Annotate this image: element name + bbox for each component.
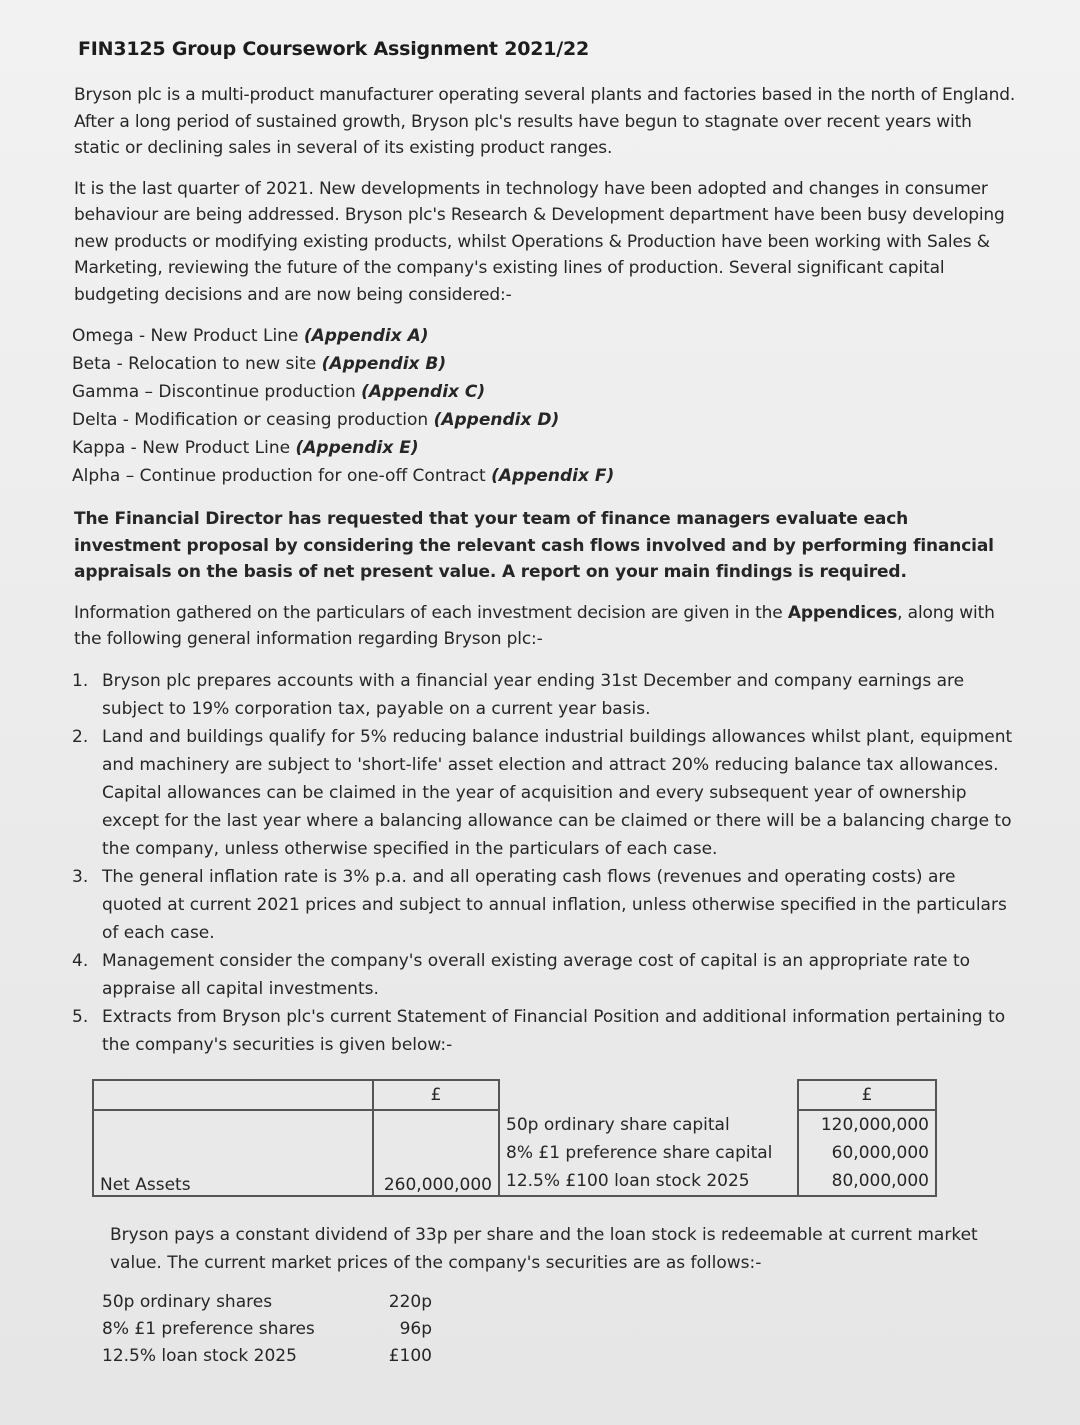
- intro-paragraph-2: It is the last quarter of 2021. New developments in technology have been adopted and changes in consumer behaviour are being addressed. Bryson plc's Research & Development department have been busy developing new products or modifying existing products, whilst Operations & Production have been working with Sales & Marketing, reviewing the future of the company's existing lines of production. Several significant capital budgeting decisions and are now being considered:-: [74, 178, 1005, 305]
- project-item-gamma: Gamma – Discontinue production (Appendix C): [72, 382, 486, 402]
- general-info-item: 5. Extracts from Bryson plc's current Statement of Financial Position and additional information pertaining to the company's securities is given below:-: [72, 1006, 1006, 1055]
- table-cell: 8% £1 preference share capital: [506, 1142, 773, 1163]
- market-prices-list: [102, 1289, 1020, 1370]
- document-title: FIN3125 Group Coursework Assignment 2021/22: [78, 38, 590, 60]
- request-paragraph: The Financial Director has requested that your team of finance managers evaluate each investment proposal by considering the relevant cash flows involved and by performing financial appraisals on the basis of net present value. A report on your main findings is required.: [74, 509, 994, 582]
- net-assets-value: 260,000,000: [383, 1174, 492, 1195]
- price-label: 50p ordinary shares: [102, 1291, 273, 1312]
- table-cell: 50p ordinary share capital: [506, 1114, 730, 1135]
- price-value: 220p: [388, 1291, 432, 1312]
- project-item-alpha: Alpha – Continue production for one-off Contract (Appendix F): [72, 466, 615, 486]
- table-cell: 12.5% £100 loan stock 2025: [506, 1170, 750, 1191]
- general-info-list: [72, 667, 1020, 1059]
- general-info-item: 4. Management consider the company's overall existing average cost of capital is an appropriate rate to appraise all capital investments.: [72, 950, 971, 999]
- table-cell: 120,000,000: [820, 1114, 929, 1135]
- project-item-kappa: Kappa - New Product Line (Appendix E): [72, 438, 419, 458]
- price-row: [102, 1289, 1020, 1316]
- price-label: 12.5% loan stock 2025: [102, 1345, 297, 1366]
- table-cell: 80,000,000: [831, 1170, 929, 1191]
- price-label: 8% £1 preference shares: [102, 1318, 315, 1339]
- currency-header-2: £: [798, 1080, 936, 1110]
- general-info-item: 1. Bryson plc prepares accounts with a financial year ending 31st December and company earnings are subject to 19% corporation tax, payable on a current year basis.: [72, 670, 965, 719]
- project-item-beta: Beta - Relocation to new site (Appendix B): [72, 354, 447, 374]
- price-value: 96p: [399, 1318, 432, 1339]
- general-info-item: 2. Land and buildings qualify for 5% reducing balance industrial buildings allowances whilst plant, equipment and machinery are subject to 'short-life' asset election and attract 20% reducing balance tax allowances. Capital allowances can be claimed in the year of acquisition and every subsequent year of ownership except for the last year where a balancing allowance can be claimed or there will be a balancing charge to the company, unless otherwise specified in the particulars of each case.: [72, 726, 1013, 859]
- price-row: [102, 1343, 1020, 1370]
- project-item-omega: Omega - New Product Line (Appendix A): [72, 326, 429, 346]
- table-row: [93, 1080, 936, 1110]
- price-value: £100: [388, 1345, 432, 1366]
- price-row: [102, 1316, 1020, 1343]
- project-list: [72, 322, 1020, 490]
- table-row: [93, 1110, 936, 1196]
- intro-paragraph-1: Bryson plc is a multi-product manufacturer operating several plants and factories based in the north of England. After a long period of sustained growth, Bryson plc's results have begun to stagnate over recent years with static or declining sales in several of its existing product ranges.: [74, 85, 1016, 158]
- info-paragraph: Information gathered on the particulars of each investment decision are given in the Appendices, along with the following general information regarding Bryson plc:-: [74, 602, 995, 649]
- currency-header: £: [373, 1080, 499, 1110]
- project-item-delta: Delta - Modification or ceasing production (Appendix D): [72, 410, 560, 430]
- net-assets-label: Net Assets: [100, 1174, 191, 1195]
- dividend-note: Bryson pays a constant dividend of 33p per share and the loan stock is redeemable at current market value. The current market prices of the company's securities are as follows:-: [110, 1224, 978, 1273]
- general-info-item: 3. The general inflation rate is 3% p.a. and all operating cash flows (revenues and operating costs) are quoted at current 2021 prices and subject to annual inflation, unless otherwise specified in the particulars of each case.: [72, 866, 1007, 943]
- financial-position-table: [92, 1079, 937, 1197]
- table-cell: 60,000,000: [831, 1142, 929, 1163]
